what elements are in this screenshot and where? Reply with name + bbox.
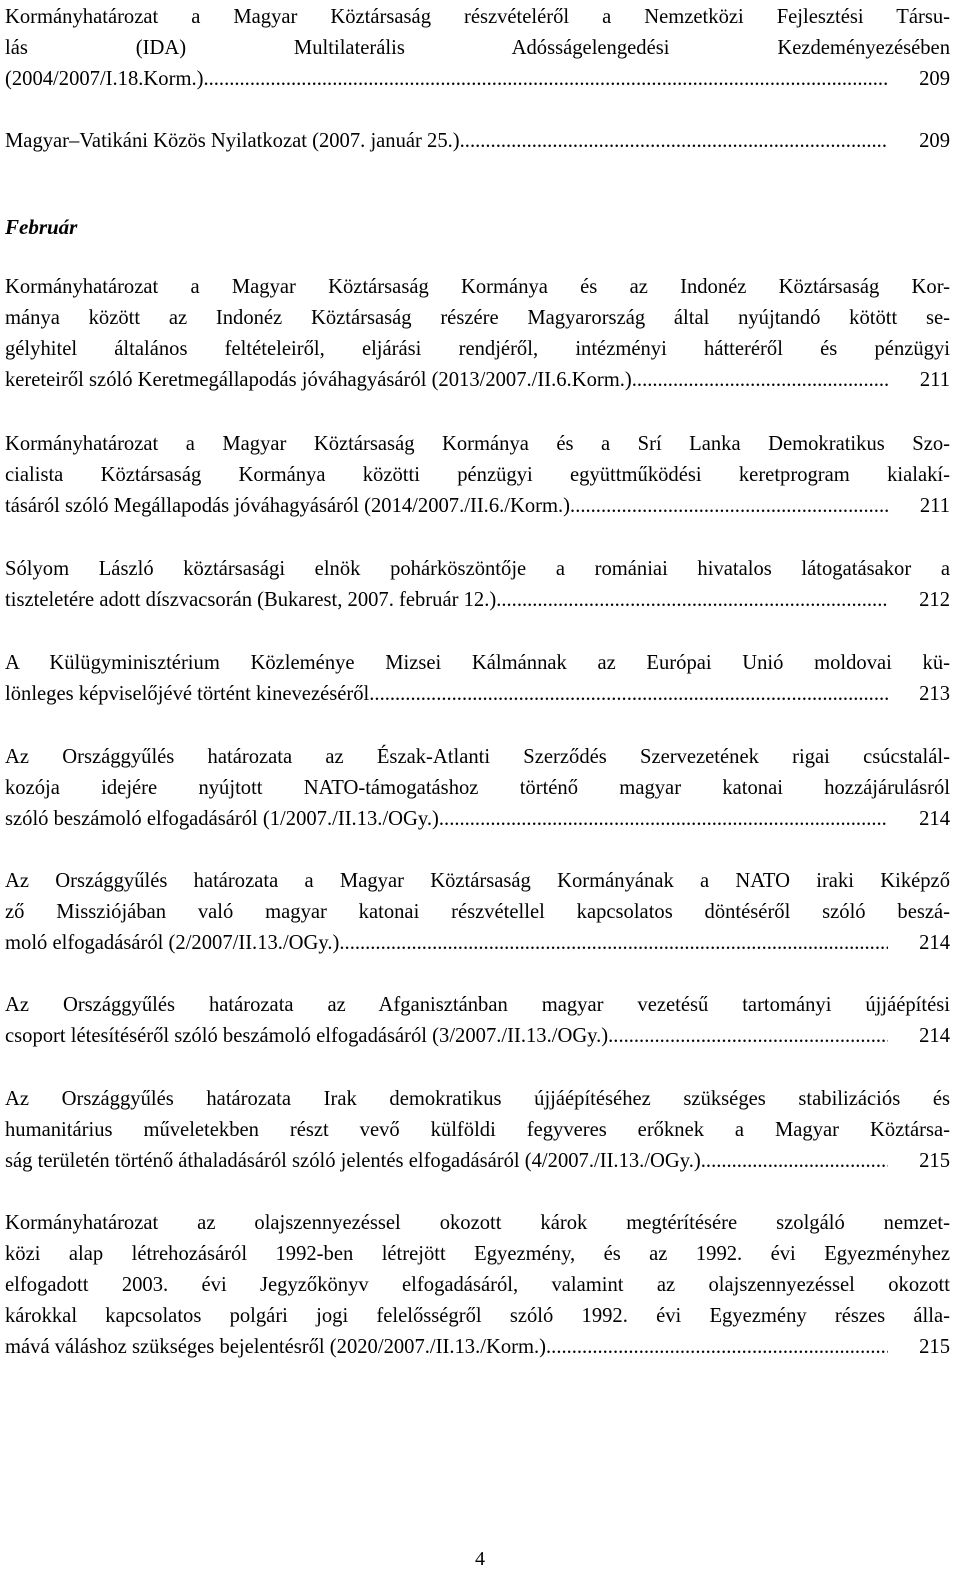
leader-dots [369, 679, 888, 710]
toc-entry [5, 1084, 950, 1177]
page-number: 4 [475, 1548, 485, 1570]
toc-entry-line: lás (IDA) Multilaterális Adósságelengedési Kezdeményezésében [5, 37, 950, 59]
toc-entry-text: (2004/2007/I.18.Korm.) [5, 68, 204, 90]
page-ref: 211 [919, 369, 950, 391]
toc-entry-text: mává váláshoz szükséges bejelentésről (2020/2007./II.13./Korm.) [5, 1336, 547, 1358]
toc-entry [5, 1208, 950, 1363]
toc-entry-line: Kormányhatározat a Magyar Köztársaság Kormánya és az Indonéz Köztársaság Kor- [5, 276, 950, 298]
leader-dots [608, 1021, 888, 1052]
page-ref: 214 [919, 1025, 950, 1047]
toc-entry-line: ző Missziójában való magyar katonai részvétellel kapcsolatos döntéséről szóló beszá- [5, 901, 950, 923]
page-ref: 212 [919, 589, 950, 611]
page-ref: 213 [919, 683, 950, 705]
toc-entry [5, 990, 950, 1052]
toc-entry-text: szóló beszámoló elfogadásáról (1/2007./II.13./OGy.) [5, 808, 439, 830]
toc-entry-last-line [5, 1146, 950, 1177]
toc-entry-last-line [5, 491, 950, 522]
leader-dots [570, 491, 888, 522]
toc-entry-text: lönleges képviselőjévé történt kinevezéséről [5, 683, 370, 705]
toc-entry-last-line [5, 585, 950, 616]
toc-entry-line: Sólyom László köztársasági elnök pohárköszöntője a romániai hivatalos látogatásakor a [5, 558, 950, 580]
toc-entry-last-line [5, 1021, 950, 1052]
toc-entry-line: cialista Köztársaság Kormánya közötti pénzügyi együttműködési keretprogram kialakí- [5, 464, 950, 486]
toc-entry [5, 742, 950, 835]
toc-entry-text: kereteiről szóló Keretmegállapodás jóváhagyásáról (2013/2007./II.6.Korm.) [5, 369, 632, 391]
toc-entry-line: elfogadott 2003. évi Jegyzőkönyv elfogadásáról, valamint az olajszennyezéssel okozott [5, 1274, 950, 1296]
toc-entry-last-line [5, 804, 950, 835]
toc-entry-last-line [5, 928, 950, 959]
toc-entry-text: tásáról szóló Megállapodás jóváhagyásáról (2014/2007./II.6./Korm.) [5, 495, 571, 517]
toc-entry-2 [5, 126, 950, 157]
leader-dots [546, 1332, 888, 1363]
toc-entry-last-line [5, 679, 950, 710]
toc-entry-line: humanitárius műveletekben részt vevő külföldi fegyveres erőknek a Magyar Köztársa- [5, 1119, 950, 1141]
toc-entry-last-line [5, 1332, 950, 1363]
toc-entry-line: A Külügyminisztérium Közleménye Mizsei Kálmánnak az Európai Unió moldovai kü- [5, 652, 950, 674]
page-ref: 214 [919, 932, 950, 954]
toc-entry [5, 272, 950, 396]
toc-entry-line: Az Országgyűlés határozata Irak demokratikus újjáépítéséhez szükséges stabilizációs és [5, 1088, 950, 1110]
toc-entry-line: kozója idejére nyújtott NATO-támogatáshoz történő magyar katonai hozzájárulásról [5, 777, 950, 799]
leader-dots [632, 365, 888, 396]
toc-entry-last-line [5, 365, 950, 396]
leader-dots [339, 928, 888, 959]
toc-entry-line: mánya között az Indonéz Köztársaság részére Magyarország által nyújtandó kötött se- [5, 307, 950, 329]
toc-entry-line: Az Országgyűlés határozata az Észak-Atlanti Szerződés Szervezetének rigai csúcstalál- [5, 746, 950, 768]
toc-entry [5, 648, 950, 710]
toc-entry-line: Az Országgyűlés határozata a Magyar Köztársaság Kormányának a NATO iraki Kiképző [5, 870, 950, 892]
toc-entry-text: moló elfogadásáról (2/2007/II.13./OGy.) [5, 932, 340, 954]
toc-entry-1 [5, 2, 950, 95]
page-ref: 211 [919, 495, 950, 517]
toc-entry-line: károkkal kapcsolatos polgári jogi felelősségről szóló 1992. évi Egyezmény részes álla- [5, 1305, 950, 1327]
toc-entry-line: Kormányhatározat az olajszennyezéssel okozott károk megtérítésére szolgáló nemzet- [5, 1212, 950, 1234]
page-ref: 209 [919, 130, 950, 152]
leader-dots [203, 64, 888, 95]
toc-entry-line: Kormányhatározat a Magyar Köztársaság Kormánya és a Srí Lanka Demokratikus Szo- [5, 433, 950, 455]
toc-entry-last-line [5, 64, 950, 95]
toc-entry-last-line [5, 126, 950, 157]
toc-entry [5, 429, 950, 522]
toc-entry-text: ság területén történő áthaladásáról szóló jelentés elfogadásáról (4/2007./II.13./OGy.) [5, 1150, 701, 1172]
toc-entry-line: közi alap létrehozásáról 1992-ben létrejött Egyezmény, és az 1992. évi Egyezményhez [5, 1243, 950, 1265]
toc-entry-line: Az Országgyűlés határozata az Afganisztánban magyar vezetésű tartományi újjáépítési [5, 994, 950, 1016]
leader-dots [460, 126, 888, 157]
toc-entry-text: tiszteletére adott díszvacsorán (Bukarest, 2007. február 12.) [5, 589, 497, 611]
toc-entry-text: csoport létesítéséről szóló beszámoló elfogadásáról (3/2007./II.13./OGy.) [5, 1025, 609, 1047]
toc-entry-line: Kormányhatározat a Magyar Köztársaság részvételéről a Nemzetközi Fejlesztési Társu- [5, 6, 950, 28]
toc-entry-line: gélyhitel általános feltételeiről, eljárási rendjéről, intézményi hátteréről és pénzügyi [5, 338, 950, 360]
month-heading: Február [5, 215, 78, 239]
toc-entry [5, 866, 950, 959]
toc-entry [5, 554, 950, 616]
leader-dots [439, 804, 888, 835]
leader-dots [701, 1146, 888, 1177]
page-ref: 215 [919, 1336, 950, 1358]
toc-entry-text: Magyar–Vatikáni Közös Nyilatkozat (2007. január 25.) [5, 130, 460, 152]
page-ref: 215 [919, 1150, 950, 1172]
leader-dots [496, 585, 888, 616]
page-ref: 214 [919, 808, 950, 830]
page-ref: 209 [919, 68, 950, 90]
